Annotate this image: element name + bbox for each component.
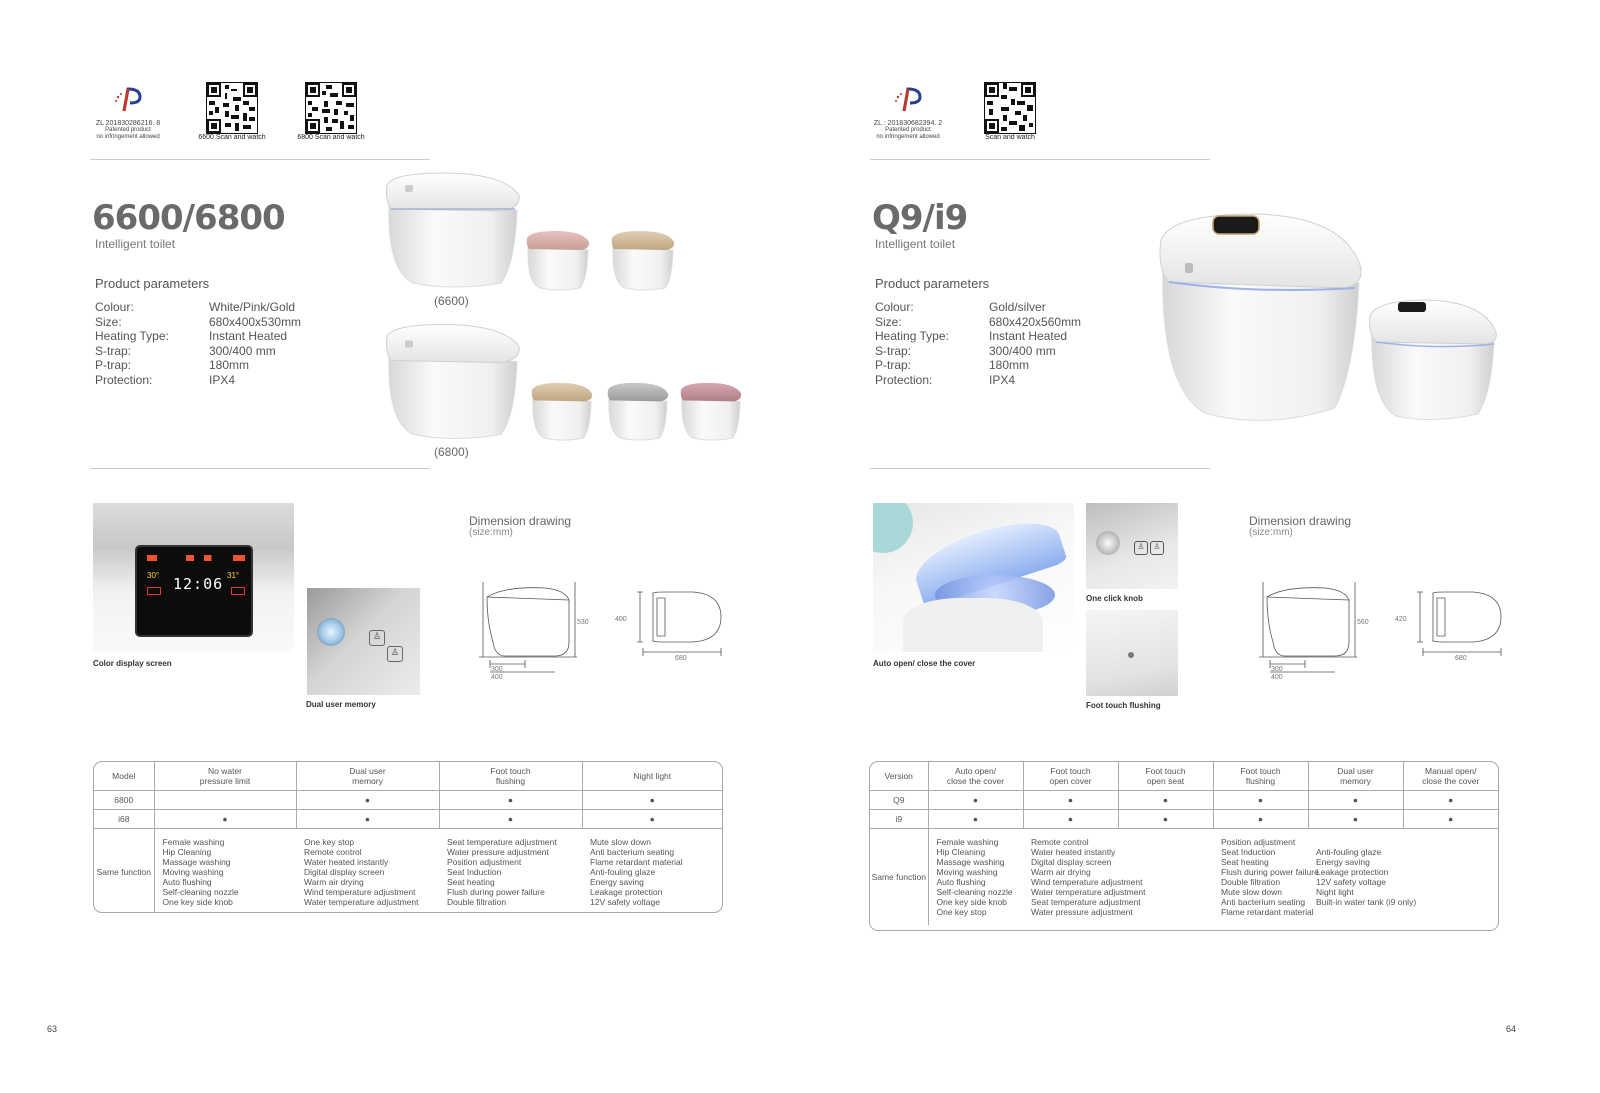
patent-line-2: Patented product <box>105 127 151 133</box>
user2-button-icon: ♙ <box>387 646 403 662</box>
dim-length: 680 <box>1455 655 1467 662</box>
table-header-cell: Foot touch flushing <box>1213 762 1308 790</box>
param-value: Instant Heated <box>209 329 288 343</box>
dimension-drawing <box>465 572 745 682</box>
param-label: Size: <box>875 314 902 329</box>
row-label: 6800 <box>94 790 154 809</box>
caption-6600: (6600) <box>434 294 469 308</box>
plant-shape <box>873 503 913 553</box>
divider <box>90 159 430 160</box>
table-header-cell: Model <box>94 762 154 790</box>
patent-number: ZL : 201830682394. 2 <box>873 120 943 127</box>
table-cell <box>154 790 296 809</box>
table-cell: ● <box>928 809 1023 828</box>
param-label: Protection: <box>875 372 933 387</box>
param-row <box>95 315 301 330</box>
param-row <box>875 373 1081 388</box>
screen-icons <box>147 555 245 561</box>
same-function-row <box>870 828 1498 925</box>
table-header-cell: No water pressure limit <box>154 762 296 790</box>
param-value: 300/400 mm <box>989 343 1056 358</box>
dimension-drawing <box>1245 572 1525 682</box>
same-function-list: Seat temperature adjustment Water pressure adjustment Position adjustment Seat Induction Seat heating Flush during power failure Double filtration <box>447 836 557 907</box>
param-row <box>95 300 301 315</box>
qr-code[interactable] <box>984 82 1048 141</box>
dim-depth: 400 <box>615 616 627 623</box>
dimension-unit: (size:mm) <box>469 527 513 538</box>
table-cell: ● <box>296 790 439 809</box>
patent-logo <box>93 85 163 141</box>
table-header-cell: Foot touch open cover <box>1023 762 1118 790</box>
param-row <box>95 373 301 388</box>
param-row <box>875 344 1081 359</box>
row-label: i9 <box>870 809 928 828</box>
same-function-list: Position adjustment Seat Induction Seat heating Flush during power failure Double filtration Mute slow down Anti bacterium seating Flame retardant material <box>1221 836 1319 917</box>
qr-icon <box>206 82 258 134</box>
auto-open-cover-photo <box>873 503 1074 652</box>
knob-icon <box>1096 531 1120 555</box>
param-label: Protection: <box>95 372 153 387</box>
same-function-label: Same function <box>870 828 928 925</box>
table-row <box>94 809 722 828</box>
photo-caption-foot: Foot touch flushing <box>1086 701 1161 710</box>
screen-indicator <box>147 587 161 595</box>
toilet-6800-gold-image <box>530 380 594 442</box>
param-label: Heating Type: <box>875 329 949 343</box>
qr-caption: Scan and watch <box>985 134 1035 141</box>
dim-w2: 400 <box>491 674 503 681</box>
param-row <box>875 300 1081 315</box>
product-subtitle: Intelligent toilet <box>875 237 956 251</box>
param-value: 680x400x530mm <box>209 314 302 329</box>
toilet-6600-white-image <box>383 165 523 290</box>
table-cell: ● <box>1403 790 1498 809</box>
table-cell: ● <box>1118 809 1213 828</box>
param-row <box>95 344 301 359</box>
toilet-6600-pink-image <box>525 228 591 292</box>
patent-number: ZL 201830286216. 8 <box>95 120 161 127</box>
qr-code-6600[interactable] <box>198 82 270 141</box>
table-cell: ● <box>1023 809 1118 828</box>
table-cell: ● <box>154 809 296 828</box>
page-number: 64 <box>1506 1024 1517 1034</box>
table-cell: ● <box>928 790 1023 809</box>
table-cell: ● <box>1213 809 1308 828</box>
table-cell: ● <box>1118 790 1213 809</box>
same-function-cell <box>154 828 296 913</box>
divider <box>90 468 430 469</box>
table-cell: ● <box>582 809 722 828</box>
toilet-6800-gray-image <box>606 380 670 442</box>
dual-user-memory-photo <box>307 588 420 695</box>
param-row <box>875 315 1081 330</box>
dim-w2: 400 <box>1271 674 1283 681</box>
table-cell: ● <box>1213 790 1308 809</box>
same-function-cell <box>1023 828 1213 925</box>
feature-table <box>869 761 1499 931</box>
table-header-cell: Foot touch flushing <box>439 762 582 790</box>
same-function-label: Same function <box>94 828 154 913</box>
screen-indicator <box>231 587 245 595</box>
param-value: Instant Heated <box>989 329 1068 343</box>
qr-caption-6800: 6800 Scan and watch <box>297 134 365 141</box>
table-header-cell: Night light <box>582 762 722 790</box>
param-value: Gold/silver <box>989 300 1046 314</box>
qr-icon <box>305 82 357 134</box>
same-function-cell <box>1213 828 1319 925</box>
param-row <box>95 358 301 373</box>
toilet-q9-image <box>1155 198 1365 428</box>
patent-logo <box>873 85 943 141</box>
photo-caption-memory: Dual user memory <box>306 700 376 709</box>
screen-temp-left: 30° <box>147 571 160 580</box>
qr-icon <box>984 82 1036 134</box>
table-header-row <box>870 762 1498 790</box>
photo-caption-knob: One click knob <box>1086 594 1143 603</box>
param-value: IPX4 <box>209 372 236 387</box>
param-label: Heating Type: <box>95 329 169 343</box>
right-page <box>800 0 1600 1093</box>
same-function-list: One key stop Remote control Water heated instantly Digital display screen Warm air drying Wind temperature adjustment Water temperature adjustment <box>304 836 419 907</box>
dimension-title: Dimension drawing <box>1249 514 1352 528</box>
product-subtitle: Intelligent toilet <box>95 237 176 251</box>
toilet-6600-gold-image <box>608 228 678 292</box>
knob-icon <box>317 618 345 646</box>
color-display-screen-photo <box>93 503 294 652</box>
product-title: Q9/i9 <box>872 198 968 238</box>
photo-caption-display: Color display screen <box>93 659 172 668</box>
same-function-cell <box>1308 828 1498 925</box>
same-function-list: Mute slow down Anti bacterium seating Flame retardant material Anti-fouling glaze Energy saving Leakage protection 12V safety voltage <box>590 836 683 907</box>
param-row <box>875 329 1081 344</box>
table-header-cell: Version <box>870 762 928 790</box>
table-cell: ● <box>1308 790 1403 809</box>
table-cell: ● <box>296 809 439 828</box>
table-cell: ● <box>582 790 722 809</box>
user1-button-icon: ♙ <box>369 630 385 646</box>
params-list <box>875 300 1081 387</box>
param-label: P-trap: <box>95 358 132 372</box>
dim-w1: 300 <box>491 666 503 673</box>
one-click-knob-photo <box>1086 503 1178 589</box>
table-cell: ● <box>439 790 582 809</box>
patent-line-2: Patented product <box>885 127 931 133</box>
dimension-unit: (size:mm) <box>1249 527 1293 538</box>
screen-temp-right: 31° <box>227 571 240 580</box>
feature-table <box>93 761 723 913</box>
table-cell: ● <box>1308 809 1403 828</box>
table-row <box>870 790 1498 809</box>
dim-length: 680 <box>675 655 687 662</box>
patent-mark-icon <box>890 85 926 115</box>
divider <box>870 468 1210 469</box>
param-value: 180mm <box>209 358 250 372</box>
qr-code-6800[interactable] <box>297 82 369 141</box>
table-header-cell: Dual user memory <box>296 762 439 790</box>
param-label: S-trap: <box>875 343 912 358</box>
same-function-list: Remote control Water heated instantly Digital display screen Warm air drying Wind temperature adjustment Water temperature adjustment Seat temperature adjustment Water pressure adjustment <box>1031 836 1146 917</box>
caption-6800: (6800) <box>434 445 469 459</box>
table-cell: ● <box>439 809 582 828</box>
toilet-6800-rose-image <box>679 380 743 442</box>
param-label: S-trap: <box>95 343 132 358</box>
table-header-cell: Auto open/ close the cover <box>928 762 1023 790</box>
table-row <box>870 809 1498 828</box>
dim-height: 560 <box>1357 619 1369 626</box>
param-value: 300/400 mm <box>209 343 276 358</box>
param-label: Colour: <box>875 300 914 314</box>
same-function-list: Female washing Hip Cleaning Massage washing Moving washing Auto flushing Self-cleaning nozzle One key side knob One key stop <box>936 836 1013 917</box>
same-function-cell <box>439 828 582 913</box>
params-heading: Product parameters <box>95 276 210 291</box>
table-header-row <box>94 762 722 790</box>
same-function-cell <box>582 828 722 913</box>
param-row <box>875 358 1081 373</box>
toilet-i9-image <box>1368 292 1498 424</box>
dim-w1: 300 <box>1271 666 1283 673</box>
divider <box>870 159 1210 160</box>
screen-time: 12:06 <box>173 575 224 593</box>
photo-caption-auto-open: Auto open/ close the cover <box>873 659 976 668</box>
table-header-cell: Dual user memory <box>1308 762 1403 790</box>
param-row <box>95 329 301 344</box>
row-label: Q9 <box>870 790 928 809</box>
same-function-list: Female washing Hip Cleaning Massage washing Moving washing Auto flushing Self-cleaning nozzle One key side knob <box>162 836 239 907</box>
dim-depth: 420 <box>1395 616 1407 623</box>
patent-mark-icon <box>110 85 146 115</box>
row-label: i68 <box>94 809 154 828</box>
table-header-cell: Foot touch open seat <box>1118 762 1213 790</box>
page-number: 63 <box>47 1024 58 1034</box>
params-list <box>95 300 301 387</box>
display-panel <box>135 545 253 637</box>
param-value: 180mm <box>989 358 1030 372</box>
params-heading: Product parameters <box>875 276 990 291</box>
qr-caption-6600: 6600 Scan and watch <box>198 134 266 141</box>
body-shape <box>903 598 1043 652</box>
foot-touch-flushing-photo <box>1086 610 1178 696</box>
dimension-title: Dimension drawing <box>469 514 572 528</box>
patent-line-3: no infringement allowed <box>876 134 940 140</box>
table-cell: ● <box>1403 809 1498 828</box>
same-function-row <box>94 828 722 913</box>
param-label: P-trap: <box>875 358 912 372</box>
param-value: White/Pink/Gold <box>209 300 296 314</box>
same-function-cell <box>928 828 1023 925</box>
same-function-cell <box>296 828 439 913</box>
patent-line-3: no infringement allowed <box>96 134 160 140</box>
sensor-icon <box>1128 652 1134 658</box>
param-label: Size: <box>95 314 122 329</box>
toilet-6800-white-image <box>383 316 523 442</box>
table-row <box>94 790 722 809</box>
product-title: 6600/6800 <box>92 198 285 238</box>
same-function-list: Anti-fouling glaze Energy saving Leakage protection 12V safety voltage Night light Built-in water tank (i9 only) <box>1316 846 1417 907</box>
table-header-cell: Manual open/ close the cover <box>1403 762 1498 790</box>
user1-button-icon: ♙ <box>1134 541 1148 555</box>
table-cell: ● <box>1023 790 1118 809</box>
dim-height: 530 <box>577 619 589 626</box>
param-label: Colour: <box>95 300 134 314</box>
user2-button-icon: ♙ <box>1150 541 1164 555</box>
param-value: IPX4 <box>989 372 1016 387</box>
param-value: 680x420x560mm <box>989 314 1082 329</box>
